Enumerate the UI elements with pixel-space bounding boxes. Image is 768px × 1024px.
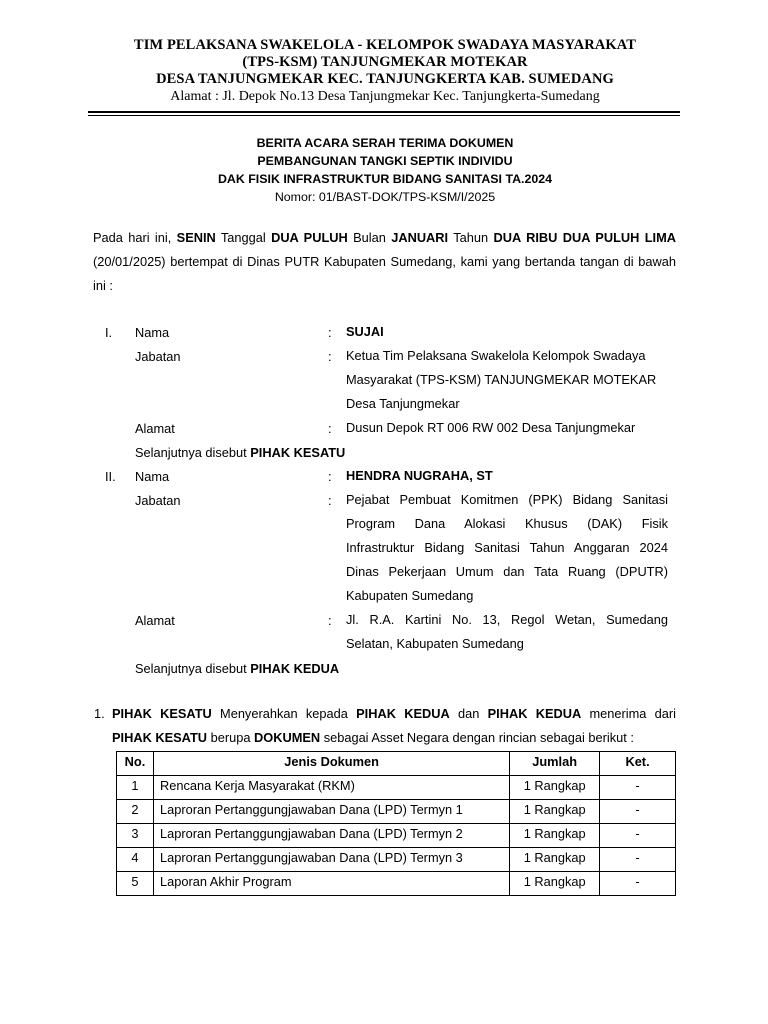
party-2-position-line: Infrastruktur Bidang Sanitasi Tahun Anggaran 2024 — [346, 540, 668, 555]
party-2-position — [346, 488, 668, 608]
party-2-position-line: Kabupaten Sumedang — [346, 588, 474, 603]
table-header-row — [117, 752, 676, 776]
document-ref: DOKUMEN — [254, 730, 321, 745]
colon: : — [328, 493, 332, 508]
cell-quantity: 1 Rangkap — [510, 776, 600, 800]
cell-no: 2 — [117, 800, 154, 824]
title-line-1: BERITA ACARA SERAH TERIMA DOKUMEN — [256, 136, 514, 150]
cell-document-type: Laproran Pertanggungjawaban Dana (LPD) Termyn 2 — [153, 824, 509, 848]
cell-remarks: - — [600, 776, 676, 800]
party-ref: PIHAK KESATU — [112, 706, 212, 721]
letterhead-line-1: TIM PELAKSANA SWAKELOLA - KELOMPOK SWADAYA MASYARAKAT — [133, 37, 637, 53]
document-table — [116, 751, 676, 896]
intro-day: SENIN — [176, 230, 216, 245]
party-2-address-label: Alamat — [135, 613, 175, 628]
cell-remarks: - — [600, 824, 676, 848]
colon: : — [328, 469, 332, 484]
table-row — [117, 824, 676, 848]
party-1-position-label: Jabatan — [135, 349, 181, 364]
table-row — [117, 800, 676, 824]
intro-paragraph — [93, 226, 676, 298]
party-1-position-line: Ketua Tim Pelaksana Swakelola Kelompok Swadaya — [346, 348, 646, 363]
party-1-position — [346, 344, 668, 416]
document-number: Nomor: 01/BAST-DOK/TPS-KSM/I/2025 — [274, 190, 496, 204]
party-2-position-line: Pejabat Pembuat Komitmen (PPK) Bidang Sanitasi — [346, 492, 668, 507]
party-1-address-label: Alamat — [135, 421, 175, 436]
header-document-type: Jenis Dokumen — [153, 752, 509, 776]
clause-text: berupa — [207, 730, 255, 745]
party-1-address: Dusun Depok RT 006 RW 002 Desa Tanjungmekar — [346, 420, 636, 435]
cell-document-type: Laproran Pertanggungjawaban Dana (LPD) Termyn 3 — [153, 848, 509, 872]
table-row — [117, 872, 676, 896]
clause-1-text — [112, 702, 676, 750]
clause-text: dan — [449, 706, 488, 721]
party-1-position-line: Desa Tanjungmekar — [346, 396, 460, 411]
title-line-3: DAK FISIK INFRASTRUKTUR BIDANG SANITASI TA.2024 — [217, 172, 553, 186]
clause-1 — [94, 702, 676, 750]
party-2-name: HENDRA NUGRAHA, ST — [346, 468, 493, 483]
intro-text-2: Tanggal — [215, 230, 272, 245]
cell-no: 5 — [117, 872, 154, 896]
intro-text-5: (20/01/2025) bertempat di Dinas PUTR Kabupaten Sumedang, kami yang bertanda tangan di bawah ini : — [93, 254, 676, 293]
colon: : — [328, 613, 332, 628]
table-row — [117, 848, 676, 872]
party-1-number: I. — [105, 325, 113, 340]
letterhead-line-2: (TPS-KSM) TANJUNGMEKAR MOTEKAR — [242, 54, 528, 70]
cell-no: 4 — [117, 848, 154, 872]
designation-prefix: Selanjutnya disebut — [135, 661, 251, 676]
colon: : — [328, 325, 332, 340]
party-2-name-label: Nama — [135, 469, 170, 484]
intro-text-4: Tahun — [448, 230, 494, 245]
party-1-position-line: Masyarakat (TPS-KSM) TANJUNGMEKAR MOTEKAR — [346, 372, 657, 387]
party-ref: PIHAK KEDUA — [487, 706, 582, 721]
party-1-designation — [135, 445, 345, 460]
party-2-number: II. — [105, 469, 116, 484]
intro-text-3: Bulan — [347, 230, 392, 245]
cell-remarks: - — [600, 848, 676, 872]
intro-text-1: Pada hari ini, — [93, 230, 177, 245]
clause-text: Menyerahkan kepada — [211, 706, 357, 721]
party-2-address-line: Selatan, Kabupaten Sumedang — [346, 636, 524, 651]
header-quantity: Jumlah — [510, 752, 600, 776]
letterhead-divider-thick — [88, 111, 680, 113]
colon: : — [328, 421, 332, 436]
header-no: No. — [117, 752, 154, 776]
letterhead — [90, 37, 680, 106]
intro-year: DUA RIBU DUA PULUH LIMA — [493, 230, 677, 245]
designation-name: PIHAK KESATU — [250, 445, 346, 460]
cell-remarks: - — [600, 800, 676, 824]
cell-no: 1 — [117, 776, 154, 800]
letterhead-address: Alamat : Jl. Depok No.13 Desa Tanjungmekar Kec. Tanjungkerta-Sumedang — [170, 89, 600, 104]
clause-text: sebagai Asset Negara dengan rincian sebagai berikut : — [320, 730, 634, 745]
cell-quantity: 1 Rangkap — [510, 824, 600, 848]
cell-quantity: 1 Rangkap — [510, 872, 600, 896]
colon: : — [328, 349, 332, 364]
cell-remarks: - — [600, 872, 676, 896]
party-2-position-label: Jabatan — [135, 493, 181, 508]
clause-1-number: 1. — [94, 706, 105, 721]
header-remarks: Ket. — [600, 752, 676, 776]
designation-prefix: Selanjutnya disebut — [135, 445, 251, 460]
party-1-name: SUJAI — [346, 324, 384, 339]
party-2-position-line: Dinas Pekerjaan Umum dan Tata Ruang (DPUTR) — [346, 564, 668, 579]
party-2-address-line: Jl. R.A. Kartini No. 13, Regol Wetan, Sumedang — [346, 612, 668, 627]
letterhead-line-3: DESA TANJUNGMEKAR KEC. TANJUNGKERTA KAB. SUMEDANG — [156, 71, 614, 87]
party-2-address — [346, 608, 668, 656]
party-2-designation — [135, 661, 339, 676]
cell-quantity: 1 Rangkap — [510, 848, 600, 872]
table-row — [117, 776, 676, 800]
party-ref: PIHAK KEDUA — [356, 706, 450, 721]
cell-document-type: Rencana Kerja Masyarakat (RKM) — [153, 776, 509, 800]
cell-no: 3 — [117, 824, 154, 848]
intro-month: JANUARI — [391, 230, 449, 245]
title-line-2: PEMBANGUNAN TANGKI SEPTIK INDIVIDU — [257, 154, 513, 168]
cell-quantity: 1 Rangkap — [510, 800, 600, 824]
clause-text: menerima dari — [581, 706, 677, 721]
party-2-position-line: Program Dana Alokasi Khusus (DAK) Fisik — [346, 516, 668, 531]
designation-name: PIHAK KEDUA — [250, 661, 340, 676]
document-title — [90, 134, 680, 206]
intro-date: DUA PULUH — [271, 230, 348, 245]
cell-document-type: Laporan Akhir Program — [153, 872, 509, 896]
letterhead-divider-thin — [88, 115, 680, 116]
cell-document-type: Laproran Pertanggungjawaban Dana (LPD) Termyn 1 — [153, 800, 509, 824]
party-ref: PIHAK KESATU — [112, 730, 208, 745]
party-1-name-label: Nama — [135, 325, 170, 340]
